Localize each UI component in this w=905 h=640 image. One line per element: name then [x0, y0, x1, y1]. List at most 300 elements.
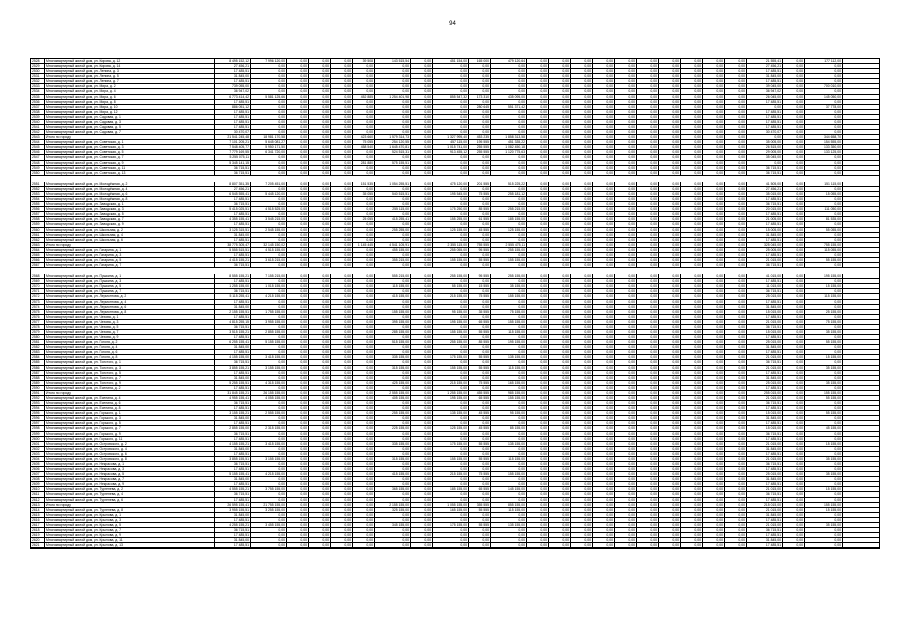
- row-value: 540 515,51: [375, 192, 411, 196]
- row-value: 0,00: [637, 310, 659, 314]
- row-value: 0,00: [331, 457, 353, 461]
- row-value: 17 485,51: [747, 69, 783, 73]
- row-value: 31 845,00: [747, 416, 783, 420]
- row-value: 0,00: [615, 155, 637, 159]
- row-value: 0,00: [615, 161, 637, 165]
- row-value: 0,00: [527, 396, 549, 400]
- row-value: 0,00: [375, 212, 411, 216]
- row-value: 0,00: [375, 406, 411, 410]
- row-value: 195 545,00: [433, 192, 469, 196]
- row-value: 0,00: [287, 284, 309, 288]
- row-value: 0,00: [703, 391, 725, 395]
- row-value: 555 215,00: [375, 274, 411, 278]
- row-value: 0,00: [593, 105, 615, 109]
- row-value: 415 155,00: [375, 472, 411, 476]
- row-value: 0,00: [549, 69, 571, 73]
- row-value: 0,00: [353, 207, 375, 211]
- row-value: 0,00: [593, 100, 615, 104]
- row-value: 0,00: [659, 274, 681, 278]
- row-value: 0,00: [703, 69, 725, 73]
- row-value: 0,00: [593, 84, 615, 88]
- row-value: 0,00: [637, 207, 659, 211]
- row-name: Многоквартирный жилой дом, ул. Чехова, д. 1: [45, 315, 215, 319]
- row-value: 0,00: [309, 182, 331, 186]
- row-value: 0,00: [331, 538, 353, 542]
- row-value: 0,00: [527, 59, 549, 63]
- row-value: 0,00: [725, 366, 747, 370]
- row-value: 0,00: [593, 120, 615, 124]
- row-value: 0,00: [469, 416, 491, 420]
- row-value: 0,00: [615, 228, 637, 232]
- row-value: 0,00: [527, 135, 549, 139]
- row-value: 0,00: [309, 202, 331, 206]
- row-value: 0,00: [637, 320, 659, 324]
- row-value: 1 579 314,73: [375, 135, 411, 139]
- row-value: 0,00: [411, 432, 433, 436]
- row-value: 0,00: [549, 294, 571, 298]
- row-value: 31 845,00: [747, 447, 783, 451]
- row-name: Многоквартирный жилой дом, ул. Лермонтова, д. 6: [45, 305, 215, 309]
- row-value: 0,00: [805, 432, 843, 436]
- row-value: 1 254 401,98: [375, 95, 411, 99]
- row-value: 0,00: [659, 105, 681, 109]
- row-value: 0,00: [469, 74, 491, 78]
- row-value: 0,00: [287, 279, 309, 283]
- row-value: 0,00: [331, 217, 353, 221]
- row-value: 0,00: [331, 355, 353, 359]
- row-value: 0,00: [703, 294, 725, 298]
- row-value: 31 845,00: [747, 513, 783, 517]
- row-value: 175 155,00: [433, 442, 469, 446]
- row-value: 143 515,54: [375, 59, 411, 63]
- row-value: 0,00: [527, 482, 549, 486]
- row-name: Многоквартирный жилой дом, ул. Чехова, д. 5: [45, 325, 215, 329]
- row-value: 0,00: [571, 74, 593, 78]
- row-value: 0,00: [353, 487, 375, 491]
- row-value: 0,00: [805, 89, 843, 93]
- row-value: 0,00: [703, 166, 725, 170]
- row-value: 0,00: [309, 426, 331, 430]
- row-value: 0,00: [331, 523, 353, 527]
- row-value: 0,00: [659, 360, 681, 364]
- row-value: 0,00: [725, 406, 747, 410]
- row-value: 0,00: [615, 386, 637, 390]
- row-value: 0,00: [681, 411, 703, 415]
- row-value: 255 255,00: [375, 228, 411, 232]
- row-value: 0,00: [703, 182, 725, 186]
- row-value: 0,00: [659, 376, 681, 380]
- row-value: 0,00: [783, 217, 805, 221]
- row-value: 0,00: [549, 452, 571, 456]
- row-value: 0,00: [491, 335, 527, 339]
- row-value: 0,00: [353, 376, 375, 380]
- row-value: 0,00: [527, 145, 549, 149]
- row-value: 0,00: [331, 340, 353, 344]
- row-value: 0,00: [527, 69, 549, 73]
- row-value: 0,00: [571, 120, 593, 124]
- row-value: 0,00: [433, 432, 469, 436]
- row-value: 0,00: [331, 391, 353, 395]
- row-value: 0,00: [433, 74, 469, 78]
- row-value: 0,00: [527, 350, 549, 354]
- row-value: 0,00: [287, 442, 309, 446]
- row-value: 0,00: [411, 376, 433, 380]
- row-value: 0,00: [353, 64, 375, 68]
- row-value: 0,00: [783, 345, 805, 349]
- row-value: 0,00: [433, 447, 469, 451]
- row-value: 0,00: [659, 487, 681, 491]
- row-value: 0,00: [593, 192, 615, 196]
- row-value: 0,00: [331, 411, 353, 415]
- row-value: 0,00: [783, 187, 805, 191]
- row-value: 0,00: [549, 197, 571, 201]
- row-value: 0,00: [593, 503, 615, 507]
- row-value: 0,00: [549, 130, 571, 134]
- row-value: 8 555 155,21: [215, 274, 251, 278]
- row-value: 35 555: [469, 310, 491, 314]
- row-value: 36 715,51: [747, 432, 783, 436]
- row-value: 0,00: [681, 253, 703, 257]
- row-value: 0,00: [637, 366, 659, 370]
- row-value: 0,00: [353, 340, 375, 344]
- row-value: 0,00: [375, 125, 411, 129]
- row-value: 125 155,00: [491, 228, 527, 232]
- row-value: 0,00: [725, 84, 747, 88]
- row-value: 0,00: [375, 202, 411, 206]
- row-value: 0,00: [703, 340, 725, 344]
- row-value: 0,00: [331, 228, 353, 232]
- row-value: 0,00: [637, 228, 659, 232]
- row-value: 0,00: [527, 161, 549, 165]
- row-value: 0,00: [681, 248, 703, 252]
- row-value: 0,00: [527, 508, 549, 512]
- row-value: 479 120,64: [491, 59, 527, 63]
- row-value: 0,00: [527, 447, 549, 451]
- row-value: 0,00: [527, 84, 549, 88]
- row-value: 0,00: [783, 182, 805, 186]
- row-value: 0,00: [287, 192, 309, 196]
- row-value: 0,00: [659, 315, 681, 319]
- row-value: 0,00: [571, 69, 593, 73]
- row-value: 0,00: [527, 263, 549, 267]
- row-value: 0,00: [805, 518, 843, 522]
- row-value: 0,00: [251, 447, 287, 451]
- row-value: 0,00: [411, 508, 433, 512]
- row-value: 0,00: [571, 263, 593, 267]
- row-value: 0,00: [411, 533, 433, 537]
- row-value: 0,00: [725, 432, 747, 436]
- row-value: 0,00: [527, 523, 549, 527]
- row-value: 185 155,00: [491, 217, 527, 221]
- row-value: 0,00: [637, 508, 659, 512]
- row-value: 0,00: [571, 426, 593, 430]
- row-value: 0,00: [309, 325, 331, 329]
- row-value: 0,00: [527, 498, 549, 502]
- row-value: 0,00: [469, 406, 491, 410]
- row-value: 0,00: [681, 228, 703, 232]
- row-value: 0,00: [571, 498, 593, 502]
- row-value: 0,00: [549, 274, 571, 278]
- row-value: 0,00: [703, 305, 725, 309]
- row-value: 0,00: [571, 401, 593, 405]
- row-value: 65 555: [469, 487, 491, 491]
- row-value: 0,00: [491, 345, 527, 349]
- row-value: 0,00: [353, 467, 375, 471]
- row-value: 125 155,00: [433, 228, 469, 232]
- row-value: 0,00: [681, 150, 703, 154]
- row-value: 0,00: [681, 315, 703, 319]
- row-value: 0,00: [681, 222, 703, 226]
- row-value: 0,00: [681, 477, 703, 481]
- row-value: 0,00: [637, 391, 659, 395]
- row-value: 0,00: [571, 115, 593, 119]
- row-value: 31 845 155,21: [215, 391, 251, 395]
- row-value: 7 155 215,00: [251, 274, 287, 278]
- row-value: 36 715,51: [747, 263, 783, 267]
- row-number: 2588: [31, 376, 45, 380]
- row-value: 0,00: [411, 120, 433, 124]
- row-value: 155 255,00: [433, 217, 469, 221]
- row-name: Многоквартирный жилой дом, ул. Ленина, д. 3: [45, 69, 215, 73]
- row-value: 0,00: [549, 192, 571, 196]
- row-value: 0,00: [251, 345, 287, 349]
- row-value: 0,00: [571, 135, 593, 139]
- row-value: 0,00: [593, 472, 615, 476]
- row-value: 0,00: [411, 462, 433, 466]
- row-value: 0,00: [375, 538, 411, 542]
- row-value: 0,00: [491, 84, 527, 88]
- row-value: 0,00: [251, 202, 287, 206]
- row-value: 0,00: [571, 145, 593, 149]
- row-value: 0,00: [309, 300, 331, 304]
- row-value: 175 250,00: [433, 207, 469, 211]
- row-value: 0,00: [331, 310, 353, 314]
- row-value: 0,00: [703, 355, 725, 359]
- row-value: 0,00: [659, 391, 681, 395]
- row-value: 4 415 155,21: [215, 258, 251, 262]
- row-value: 0,00: [353, 289, 375, 293]
- row-value: 0,00: [309, 274, 331, 278]
- row-number: 2595: [31, 411, 45, 415]
- row-value: 0,00: [637, 197, 659, 201]
- row-value: 0,00: [491, 130, 527, 134]
- row-number: 2531: [31, 74, 45, 78]
- row-number: 2616: [31, 518, 45, 522]
- row-value: 0,00: [469, 325, 491, 329]
- row-value: 0,00: [469, 171, 491, 175]
- row-value: 0,00: [571, 248, 593, 252]
- row-value: 0,00: [549, 145, 571, 149]
- row-value: 0,00: [549, 396, 571, 400]
- row-value: 0,00: [331, 79, 353, 83]
- row-value: 0,00: [783, 492, 805, 496]
- row-value: 0,00: [725, 416, 747, 420]
- row-value: 0,00: [433, 543, 469, 547]
- row-value: 0,00: [571, 320, 593, 324]
- row-value: 0,00: [659, 79, 681, 83]
- row-value: 0,00: [783, 197, 805, 201]
- row-value: 0,00: [251, 120, 287, 124]
- row-value: 0,00: [411, 360, 433, 364]
- row-value: 0,00: [571, 305, 593, 309]
- row-name: Многоквартирный жилой дом, ул. Тургенева, д. 8: [45, 508, 215, 512]
- row-value: 0,00: [469, 212, 491, 216]
- row-value: 0,00: [469, 202, 491, 206]
- row-value: 0,00: [375, 166, 411, 170]
- row-value: 1 055 155,00: [433, 503, 469, 507]
- row-value: 0,00: [375, 350, 411, 354]
- row-value: 0,00: [615, 233, 637, 237]
- row-value: 0,00: [309, 538, 331, 542]
- row-value: 17 485,51: [215, 350, 251, 354]
- row-number: 2534: [31, 89, 45, 93]
- row-value: 0,00: [703, 406, 725, 410]
- row-value: 0,00: [527, 248, 549, 252]
- row-value: 0,00: [375, 105, 411, 109]
- row-value: 0,00: [353, 533, 375, 537]
- row-name: Многоквартирный жилой дом, ул. Советская, д. 5: [45, 150, 215, 154]
- row-value: 17 485,51: [747, 437, 783, 441]
- row-value: 0,00: [433, 386, 469, 390]
- row-value: 0,00: [805, 155, 843, 159]
- row-value: 55 155,00: [805, 396, 843, 400]
- row-value: 1 858 313,58: [491, 135, 527, 139]
- row-value: 35 155,00: [491, 284, 527, 288]
- row-value: 0,00: [571, 523, 593, 527]
- row-value: 0,00: [783, 350, 805, 354]
- row-value: 0,00: [433, 166, 469, 170]
- row-value: 0,00: [411, 487, 433, 491]
- row-value: 0,00: [805, 452, 843, 456]
- row-value: 0,00: [703, 125, 725, 129]
- row-value: 0,00: [375, 401, 411, 405]
- row-value: 0,00: [681, 115, 703, 119]
- row-value: 155 155,00: [491, 258, 527, 262]
- row-value: 0,00: [527, 79, 549, 83]
- row-value: 515 225,22: [491, 182, 527, 186]
- row-value: 0,00: [681, 350, 703, 354]
- row-value: 0,00: [659, 217, 681, 221]
- row-value: 0,00: [491, 110, 527, 114]
- row-value: 0,00: [411, 305, 433, 309]
- row-value: 0,00: [637, 355, 659, 359]
- row-value: 0,00: [681, 462, 703, 466]
- row-value: 0,00: [331, 320, 353, 324]
- row-value: 0,00: [287, 360, 309, 364]
- row-value: 0,00: [783, 294, 805, 298]
- row-value: 55 155,00: [805, 411, 843, 415]
- row-name: Многоквартирный жилой дом, ул. Школьная, д. 2: [45, 228, 215, 232]
- row-value: 0,00: [725, 294, 747, 298]
- row-value: 0,00: [637, 279, 659, 283]
- row-value: 0,00: [615, 150, 637, 154]
- row-value: 0,00: [615, 376, 637, 380]
- row-value: 0,00: [637, 202, 659, 206]
- row-value: 0,00: [411, 130, 433, 134]
- row-value: 0,00: [331, 498, 353, 502]
- row-value: 3 455 155,00: [251, 523, 287, 527]
- row-value: 0,00: [491, 533, 527, 537]
- row-value: 5 155 155,41: [215, 472, 251, 476]
- row-value: 0,00: [469, 371, 491, 375]
- row-value: 0,00: [309, 89, 331, 93]
- row-value: 0,00: [725, 518, 747, 522]
- row-value: 0,00: [287, 69, 309, 73]
- row-name: Многоквартирный жилой дом, ул. Чехова, д. 9: [45, 335, 215, 339]
- row-value: 0,00: [659, 130, 681, 134]
- row-value: 0,00: [637, 130, 659, 134]
- row-value: 0,00: [353, 320, 375, 324]
- row-name: Многоквартирный жилой дом, ул. Гоголя, д. 6: [45, 350, 215, 354]
- row-value: 455 155,00: [375, 248, 411, 252]
- row-value: 0,00: [593, 401, 615, 405]
- row-value: 0,00: [593, 320, 615, 324]
- row-name: Многоквартирный жилой дом, ул. Крылова, д. 11: [45, 538, 215, 542]
- row-number: 2607: [31, 472, 45, 476]
- row-value: 0,00: [287, 487, 309, 491]
- row-value: 0,00: [549, 233, 571, 237]
- row-value: 0,00: [659, 477, 681, 481]
- row-value: 0,00: [615, 503, 637, 507]
- row-value: 0,00: [725, 135, 747, 139]
- row-value: 0,00: [571, 253, 593, 257]
- row-name: Многоквартирный жилой дом, ул. Чехова, д. 3: [45, 320, 215, 324]
- row-value: 0,00: [571, 391, 593, 395]
- row-value: 0,00: [725, 487, 747, 491]
- row-value: 0,00: [287, 340, 309, 344]
- row-value: 0,00: [433, 452, 469, 456]
- row-value: 0,00: [783, 79, 805, 83]
- row-value: 0,00: [659, 182, 681, 186]
- row-value: 0,00: [309, 472, 331, 476]
- row-value: 0,00: [681, 528, 703, 532]
- row-number: 2593: [31, 401, 45, 405]
- row-value: 155 155,00: [805, 503, 843, 507]
- row-name: Многоквартирный жилой дом, ул. Ленина, д. 5: [45, 74, 215, 78]
- row-number: 2569: [31, 279, 45, 283]
- row-value: 0,00: [593, 518, 615, 522]
- row-value: 17 485,51: [747, 115, 783, 119]
- row-value: 0,00: [681, 187, 703, 191]
- row-value: 0,00: [251, 79, 287, 83]
- row-value: 7 205 451,00: [251, 182, 287, 186]
- row-value: 0,00: [353, 105, 375, 109]
- row-value: 0,00: [725, 79, 747, 83]
- row-value: 0,00: [615, 523, 637, 527]
- row-value: 125 155,00: [433, 426, 469, 430]
- row-value: 0,00: [725, 376, 747, 380]
- row-value: 61 555: [469, 217, 491, 221]
- row-value: 0,00: [571, 315, 593, 319]
- row-value: 0,00: [549, 437, 571, 441]
- row-value: 0,00: [309, 207, 331, 211]
- row-value: 0,00: [331, 105, 353, 109]
- row-value: 0,00: [331, 513, 353, 517]
- row-value: 0,00: [433, 233, 469, 237]
- row-value: 0,00: [681, 212, 703, 216]
- row-value: 0,00: [527, 110, 549, 114]
- row-name: Многоквартирный жилой дом, ул. Некрасова, д. 1: [45, 462, 215, 466]
- row-value: 17 485,51: [747, 110, 783, 114]
- row-value: 0,00: [527, 171, 549, 175]
- row-value: 0,00: [637, 376, 659, 380]
- row-value: 0,00: [725, 340, 747, 344]
- row-number: 2543: [31, 135, 45, 139]
- row-value: 0,00: [615, 467, 637, 471]
- row-value: 0,00: [725, 59, 747, 63]
- row-value: 0,00: [309, 366, 331, 370]
- row-value: 0,00: [527, 320, 549, 324]
